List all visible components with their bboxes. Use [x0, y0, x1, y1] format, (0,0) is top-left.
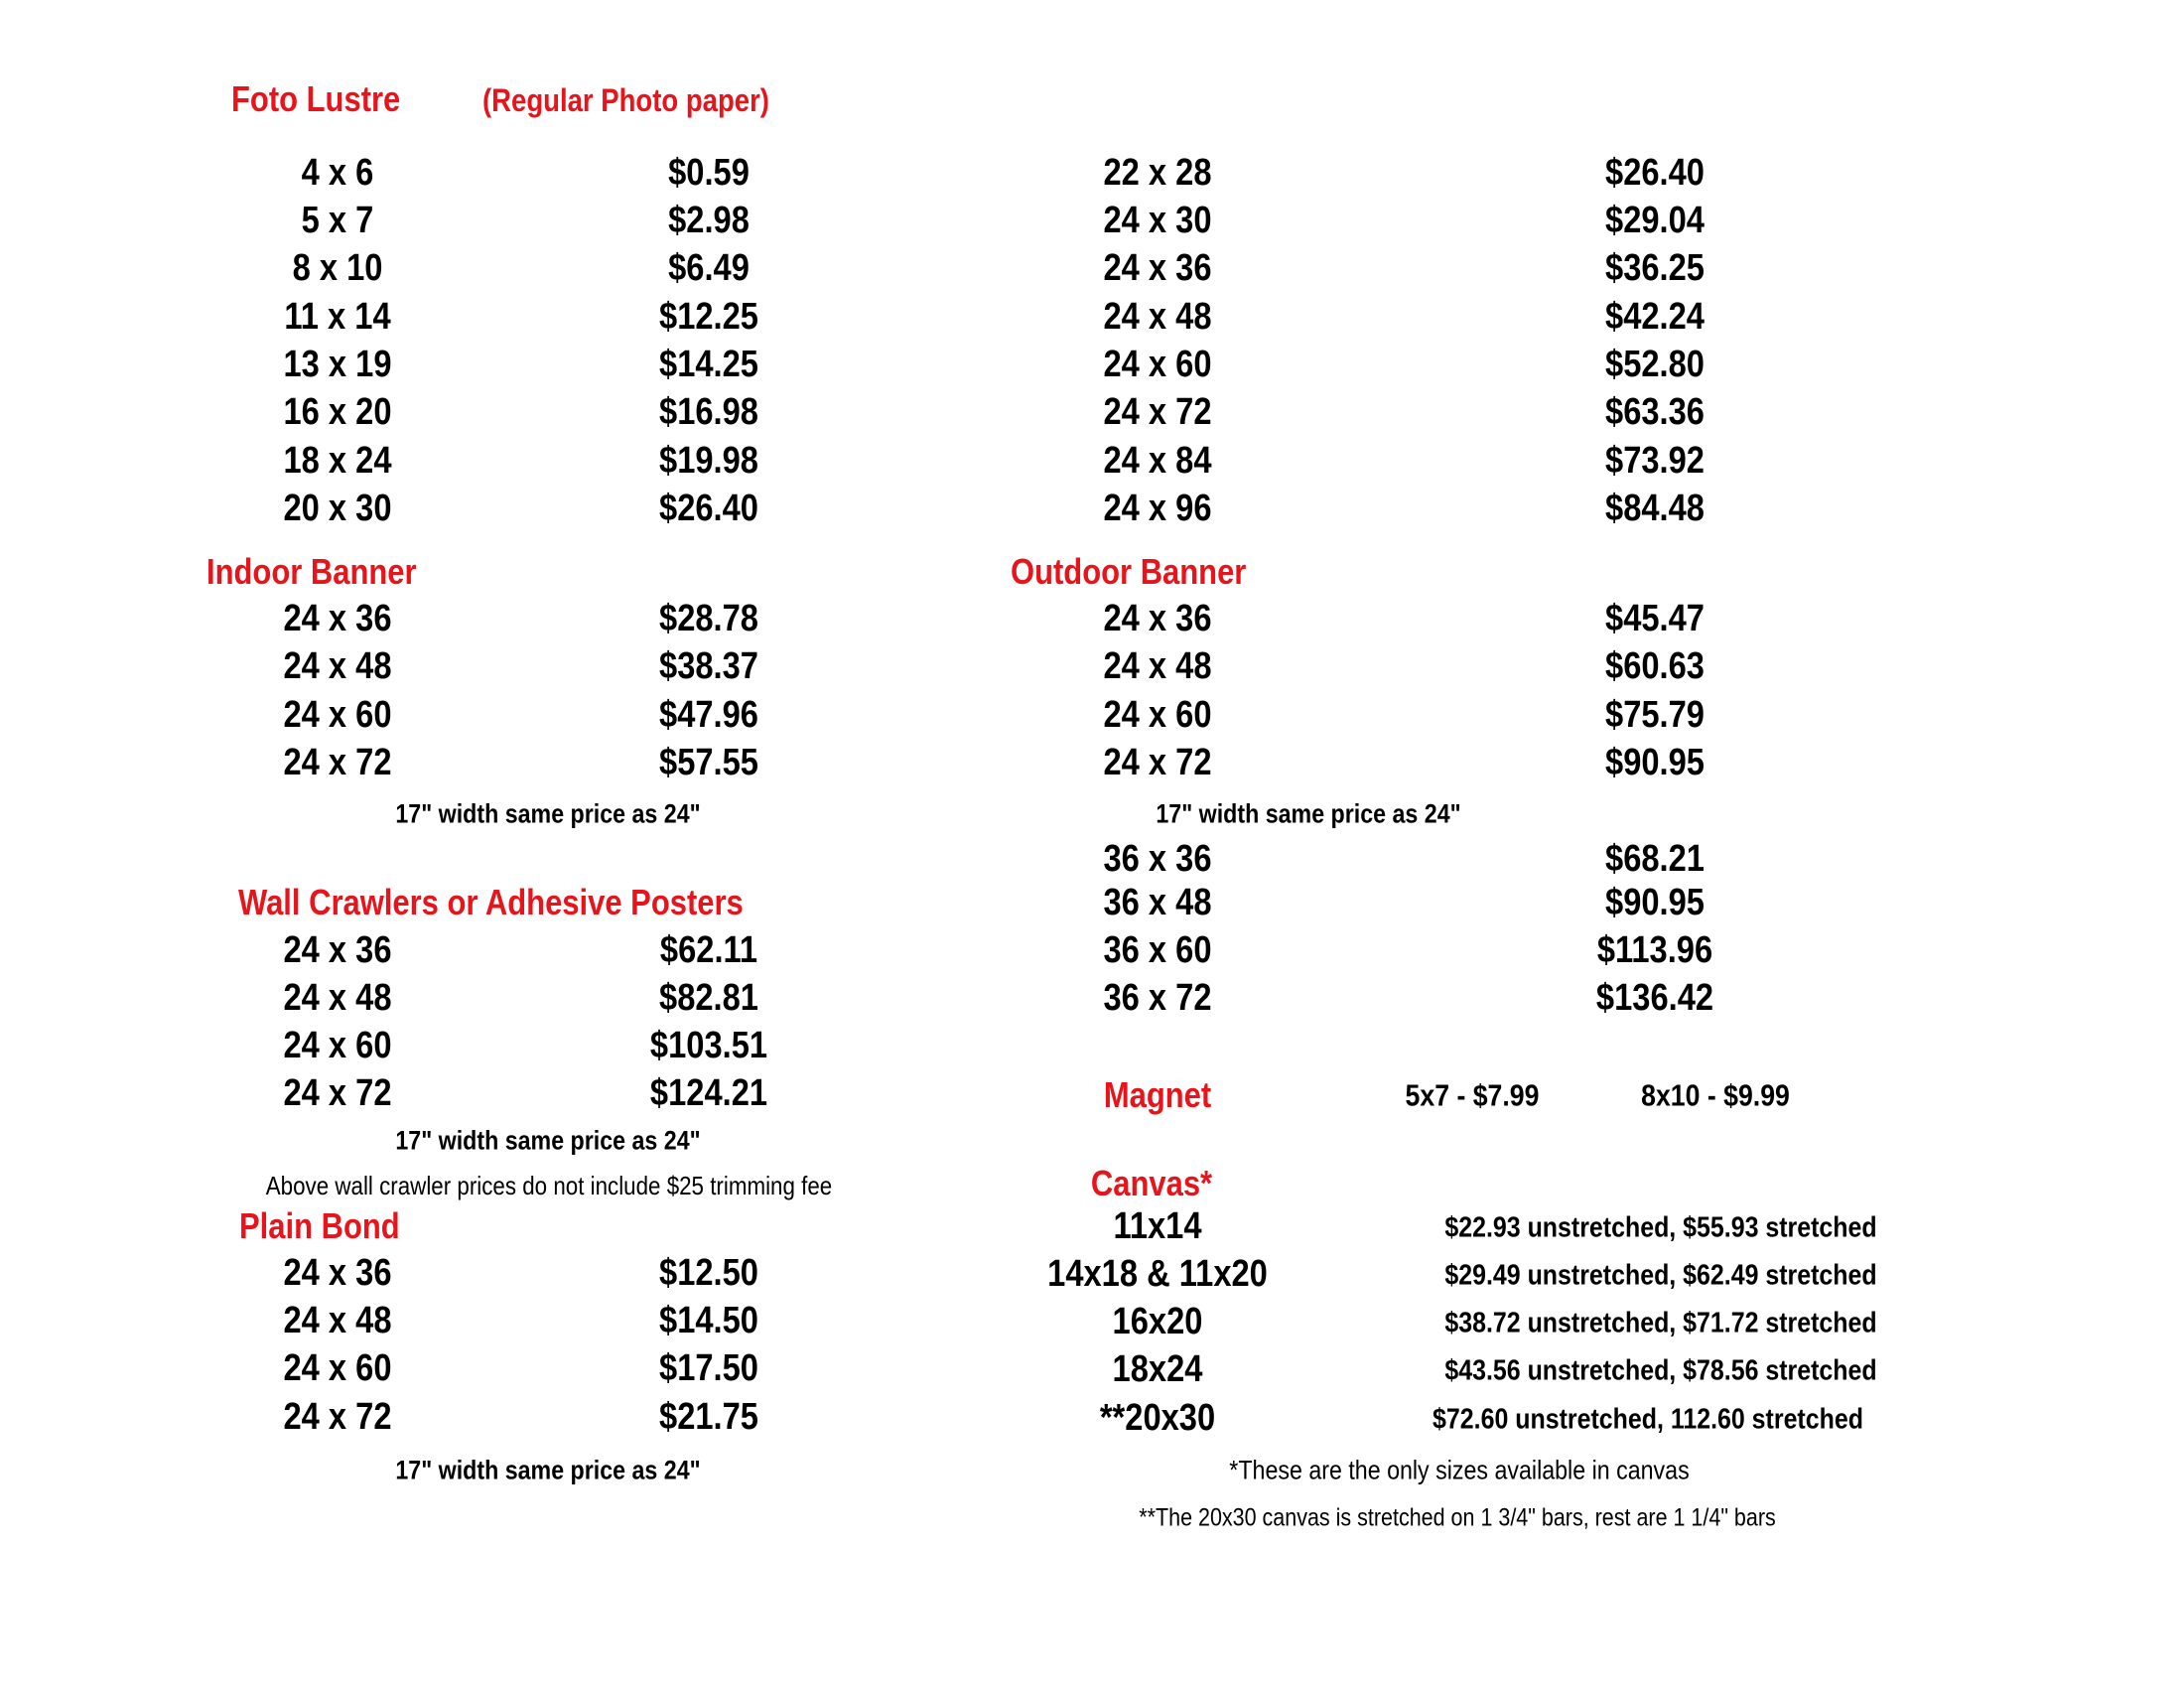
size-cell: 22 x 28	[1103, 152, 1212, 194]
size-cell: **20x30	[1099, 1397, 1216, 1439]
size-cell: 18 x 24	[283, 440, 392, 482]
size-cell: 36 x 36	[1103, 838, 1212, 880]
price-cell: $21.75	[659, 1396, 758, 1438]
size-cell: 24 x 48	[1103, 296, 1212, 338]
size-cell: 24 x 72	[283, 1072, 392, 1114]
size-cell: 4 x 6	[301, 152, 374, 194]
size-cell: 24 x 60	[283, 1347, 392, 1389]
price-cell: $38.37	[659, 645, 758, 687]
foto-lustre-subtitle: (Regular Photo paper)	[482, 82, 769, 118]
size-cell: 24 x 48	[283, 645, 392, 687]
price-cell: $63.36	[1605, 391, 1705, 433]
foto-lustre-title: Foto Lustre	[231, 78, 401, 119]
price-cell: $16.98	[659, 391, 758, 433]
price-cell: $47.96	[659, 694, 758, 736]
price-cell: $38.72 unstretched, $71.72 stretched	[1444, 1307, 1877, 1339]
size-cell: 24 x 60	[283, 1025, 392, 1066]
indoor-banner-note: 17" width same price as 24"	[395, 798, 701, 829]
size-cell: 13 x 19	[283, 344, 392, 385]
price-cell: $42.24	[1605, 296, 1705, 338]
price-cell: $26.40	[1605, 152, 1705, 194]
price-cell: $14.50	[659, 1300, 758, 1341]
price-cell: $82.81	[659, 977, 758, 1019]
outdoor-banner-note: 17" width same price as 24"	[1156, 798, 1461, 829]
price-cell: $43.56 unstretched, $78.56 stretched	[1444, 1354, 1877, 1387]
size-cell: 8 x 10	[292, 247, 383, 289]
size-cell: 11 x 14	[284, 296, 391, 338]
size-cell: 24 x 36	[283, 1252, 392, 1294]
price-cell: $90.95	[1605, 742, 1705, 783]
size-cell: 24 x 60	[283, 694, 392, 736]
price-cell: $14.25	[659, 344, 758, 385]
price-cell: $90.95	[1605, 882, 1705, 923]
price-cell: $2.98	[668, 200, 750, 241]
price-cell: $12.25	[659, 296, 758, 338]
size-cell: 36 x 48	[1103, 882, 1212, 923]
price-cell: $0.59	[668, 152, 750, 194]
size-cell: 24 x 48	[283, 1300, 392, 1341]
price-cell: $57.55	[659, 742, 758, 783]
wall-crawlers-title: Wall Crawlers or Adhesive Posters	[238, 882, 744, 922]
plain-bond-title: Plain Bond	[239, 1205, 400, 1246]
price-cell: $72.60 unstretched, 112.60 stretched	[1433, 1403, 1863, 1436]
price-cell: $113.96	[1596, 929, 1713, 971]
price-cell: $22.93 unstretched, $55.93 stretched	[1444, 1211, 1877, 1244]
magnet-option-8x10: 8x10 - $9.99	[1641, 1077, 1790, 1113]
size-cell: 24 x 36	[283, 929, 392, 971]
price-cell: $124.21	[649, 1072, 768, 1114]
size-cell: 24 x 48	[283, 977, 392, 1019]
magnet-title: Magnet	[1103, 1074, 1212, 1115]
price-cell: $28.78	[659, 598, 758, 639]
size-cell: 11x14	[1113, 1205, 1202, 1247]
size-cell: 20 x 30	[283, 488, 392, 529]
price-cell: $19.98	[659, 440, 758, 482]
price-cell: $136.42	[1595, 977, 1714, 1019]
price-cell: $6.49	[668, 247, 750, 289]
size-cell: 24 x 30	[1103, 200, 1212, 241]
price-cell: $36.25	[1605, 247, 1705, 289]
size-cell: 24 x 36	[1103, 247, 1212, 289]
price-cell: $84.48	[1605, 488, 1705, 529]
size-cell: 36 x 60	[1103, 929, 1212, 971]
outdoor-banner-title: Outdoor Banner	[1011, 551, 1247, 592]
size-cell: 24 x 36	[283, 598, 392, 639]
size-cell: 14x18 & 11x20	[1047, 1253, 1268, 1295]
price-cell: $17.50	[659, 1347, 758, 1389]
size-cell: 24 x 72	[1103, 742, 1212, 783]
price-cell: $12.50	[659, 1252, 758, 1294]
price-cell: $26.40	[659, 488, 758, 529]
price-cell: $52.80	[1605, 344, 1705, 385]
canvas-title: Canvas*	[1090, 1163, 1213, 1203]
size-cell: 5 x 7	[301, 200, 374, 241]
size-cell: 16 x 20	[283, 391, 392, 433]
canvas-note-sizes: *These are the only sizes available in canvas	[1229, 1455, 1690, 1485]
canvas-note-bars: **The 20x30 canvas is stretched on 1 3/4" bars, rest are 1 1/4" bars	[1139, 1503, 1776, 1532]
size-cell: 24 x 72	[283, 1396, 392, 1438]
price-cell: $60.63	[1605, 645, 1705, 687]
price-cell: $45.47	[1605, 598, 1705, 639]
size-cell: 24 x 36	[1103, 598, 1212, 639]
price-cell: $103.51	[649, 1025, 768, 1066]
price-cell: $29.49 unstretched, $62.49 stretched	[1444, 1259, 1877, 1292]
size-cell: 24 x 72	[283, 742, 392, 783]
wall-crawlers-fee-note: Above wall crawler prices do not include $25 trimming fee	[265, 1171, 833, 1200]
price-cell: $75.79	[1605, 694, 1705, 736]
size-cell: 24 x 84	[1103, 440, 1212, 482]
size-cell: 18x24	[1112, 1348, 1203, 1390]
size-cell: 24 x 72	[1103, 391, 1212, 433]
price-cell: $29.04	[1605, 200, 1705, 241]
size-cell: 24 x 96	[1103, 488, 1212, 529]
indoor-banner-title: Indoor Banner	[206, 551, 417, 592]
size-cell: 24 x 60	[1103, 344, 1212, 385]
size-cell: 16x20	[1112, 1301, 1203, 1342]
price-cell: $68.21	[1605, 838, 1705, 880]
size-cell: 36 x 72	[1103, 977, 1212, 1019]
magnet-option-5x7: 5x7 - $7.99	[1405, 1077, 1540, 1113]
plain-bond-note: 17" width same price as 24"	[395, 1455, 701, 1485]
price-cell: $62.11	[659, 929, 758, 971]
wall-crawlers-note: 17" width same price as 24"	[395, 1125, 701, 1156]
size-cell: 24 x 48	[1103, 645, 1212, 687]
price-cell: $73.92	[1605, 440, 1705, 482]
size-cell: 24 x 60	[1103, 694, 1212, 736]
